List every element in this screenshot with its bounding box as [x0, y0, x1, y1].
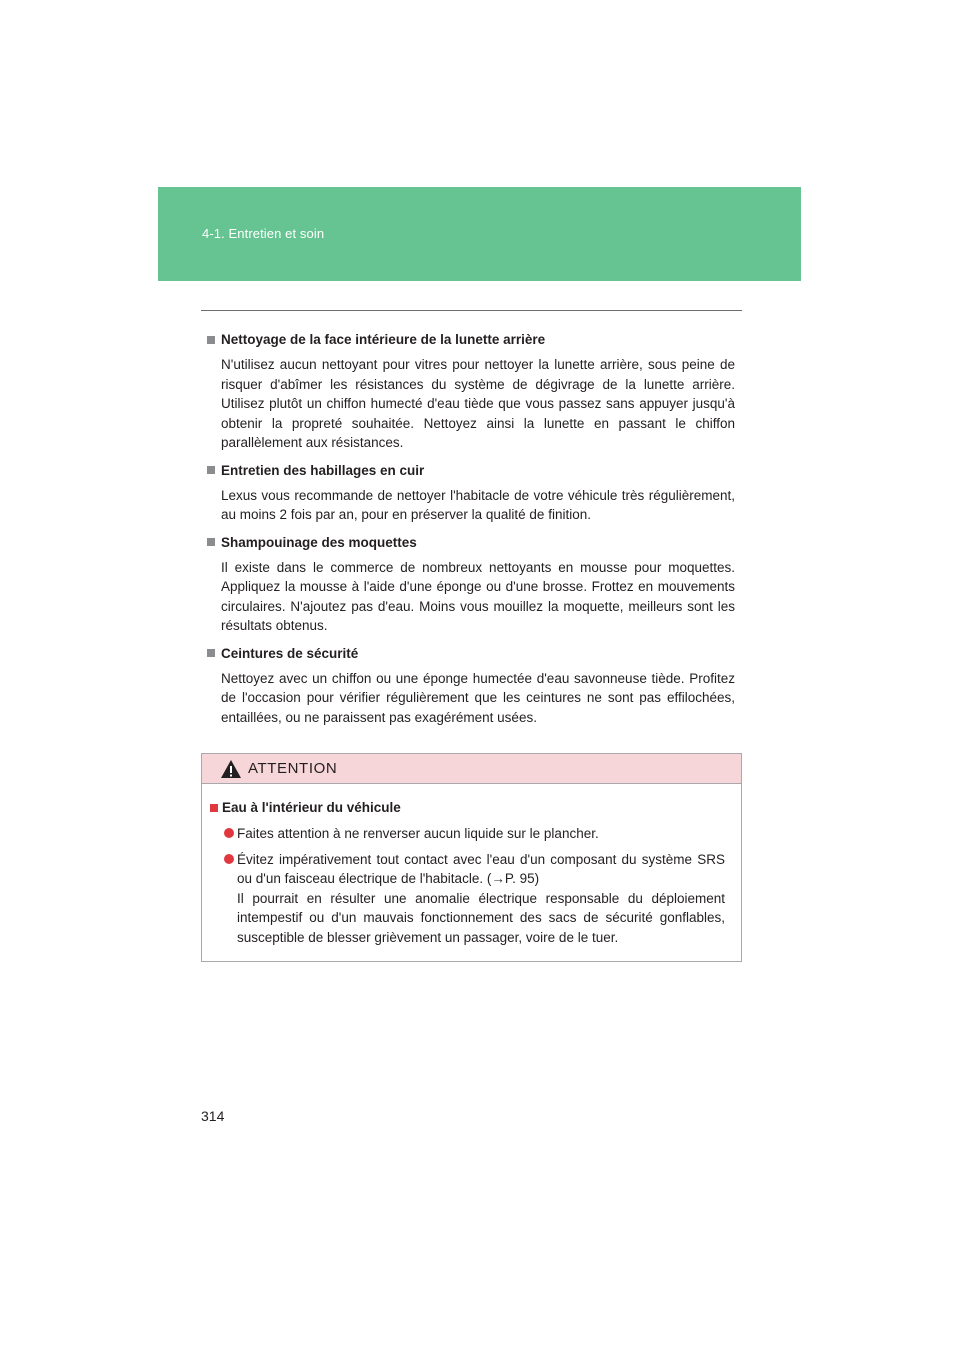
red-dot-bullet-icon — [224, 854, 234, 864]
attention-content — [202, 784, 741, 947]
attention-subheading — [210, 798, 735, 817]
attention-bullet-text — [237, 850, 725, 948]
red-square-bullet-icon — [210, 804, 218, 812]
section-body: Il existe dans le commerce de nombreux nettoyants en mousse pour moquettes. Appliquez la mousse à l'aide d'une éponge ou d'une brosse. Frottez en mouvements circulaires. N'ajoutez pas d'eau. Moins vous mouillez la moquette, meilleurs sont les résultats obtenus. — [221, 559, 735, 633]
square-bullet-icon — [207, 466, 215, 474]
attention-bullet-line: Il pourrait en résulter une anomalie électrique responsable du déploiement intempestif ou d'un mauvais fonctionnement des sacs de sécurité gonflables, susceptible de blesser grièvement un passager, voire de le tuer. — [237, 890, 725, 945]
attention-bullet-line: Évitez impérativement tout contact avec l'eau d'un composant du système SRS ou d'un faisceau électrique de l'habitacle. (→P. 95) — [237, 851, 725, 886]
attention-bullet — [224, 850, 735, 948]
attention-subheading-text: Eau à l'intérieur du véhicule — [222, 800, 401, 815]
page-number: 314 — [201, 1108, 225, 1124]
section-heading-text: Ceintures de sécurité — [221, 645, 359, 661]
section-heading-text: Shampouinage des moquettes — [221, 534, 417, 550]
attention-bullet — [224, 824, 735, 844]
section-body: Lexus vous recommande de nettoyer l'habitacle de votre véhicule très régulièrement, au moins 2 fois par an, pour en préserver la qualité de finition. — [221, 487, 735, 522]
warning-triangle-icon — [220, 759, 242, 779]
section-heading — [207, 644, 735, 663]
chapter-title: 4-1. Entretien et soin — [202, 226, 325, 241]
section-body: N'utilisez aucun nettoyant pour vitres pour nettoyer la lunette arrière, sous peine de risquer d'abîmer les résistances du système de dégivrage de la lunette arrière. Utilisez plutôt un chiffon humecté d'eau tiède que vous passez sans appuyer jusqu'à obtenir la propreté souhaitée. Nettoyez ainsi la lunette en passant le chiffon parallèlement aux résistances. — [221, 357, 735, 450]
square-bullet-icon — [207, 538, 215, 546]
section-heading — [207, 533, 735, 552]
attention-bullet-text: Faites attention à ne renverser aucun liquide sur le plancher. — [237, 826, 599, 841]
attention-title: ATTENTION — [248, 760, 338, 777]
section-heading — [207, 461, 735, 480]
section-heading-text: Entretien des habillages en cuir — [221, 462, 425, 478]
section-carpets — [207, 533, 735, 636]
section-body: Nettoyez avec un chiffon ou une éponge humectée d'eau savonneuse tiède. Profitez de l'occasion pour vérifier régulièrement que les ceintures ne sont pas effilochées, entaillées, ou ne paraissent pas exagérément usées. — [221, 670, 735, 725]
header-divider — [201, 310, 742, 311]
section-seatbelts — [207, 644, 735, 728]
section-heading-text: Nettoyage de la face intérieure de la lunette arrière — [221, 332, 546, 347]
square-bullet-icon — [207, 336, 215, 344]
red-dot-bullet-icon — [224, 828, 234, 838]
attention-box — [201, 753, 742, 962]
section-heading — [207, 330, 735, 349]
chapter-header-band — [158, 187, 801, 281]
main-content — [207, 330, 735, 735]
square-bullet-icon — [207, 649, 215, 657]
section-leather — [207, 461, 735, 525]
section-rear-window — [207, 330, 735, 453]
attention-header — [202, 754, 741, 784]
